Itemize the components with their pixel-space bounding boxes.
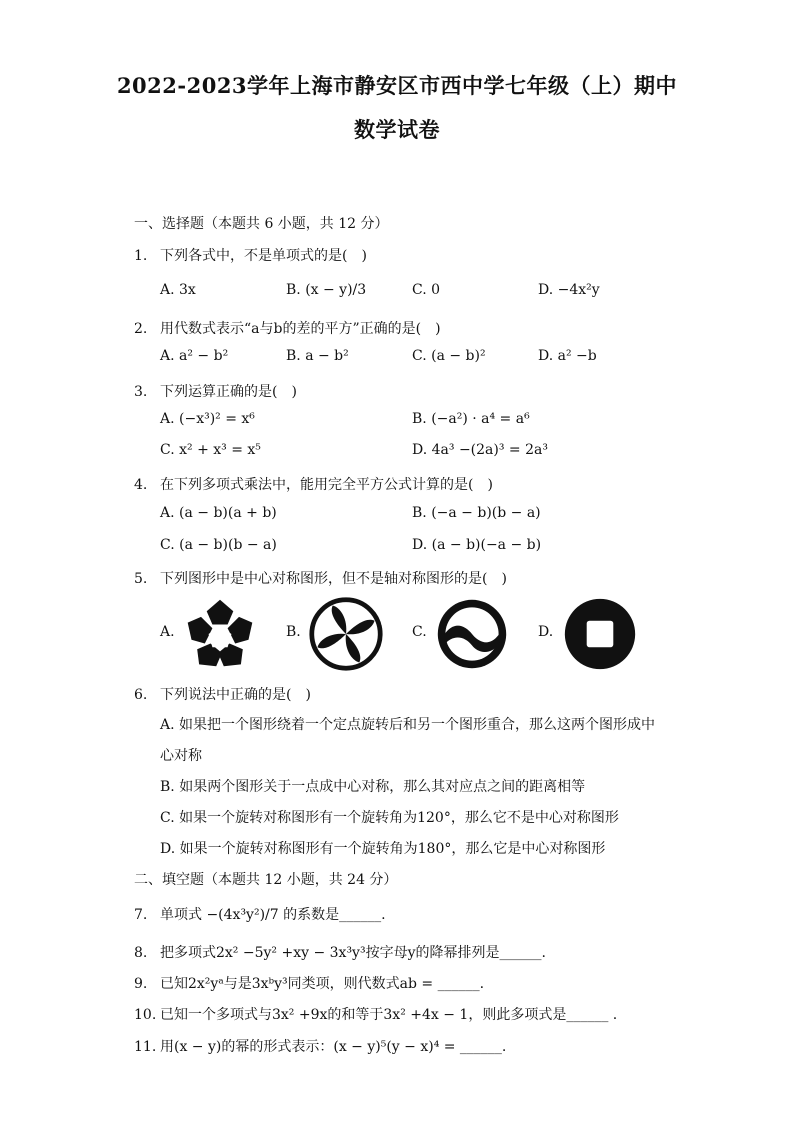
question-number: 6. [134,687,148,703]
question-number: 3. [134,384,148,400]
question-number: 5. [134,571,148,587]
option-d: D. 4a³ −(2a)³ = 2a³ [412,442,548,458]
section-heading-fill: 二、填空题（本题共 12 小题，共 24 分） [134,872,398,888]
pentagon-petals-figure [182,596,258,672]
option-a: A. 3x [160,282,196,298]
question-11 [134,1036,506,1056]
question-number: 9. [134,976,148,992]
option-d: D. −4x²y [538,282,600,298]
question-stem: 下列运算正确的是( ) [160,384,297,400]
question-number: 1. [134,248,148,264]
option-a: A. a² − b² [160,348,229,364]
option-a: A. [160,624,175,640]
question-5 [134,568,507,588]
option-a-continued: 心对称 [160,748,202,764]
square-hole-coin-figure [562,596,638,672]
exam-title-line1: 2022-2023学年上海市静安区市西中学七年级（上）期中 [116,73,678,98]
wave-circle-figure [434,596,510,672]
option-c: C. 如果一个旋转对称图形有一个旋转角为120°，那么它不是中心对称图形 [160,810,619,826]
option-b: B. (x − y)/3 [286,282,367,298]
question-stem: 已知2x²yᵃ与是3xᵇy³同类项，则代数式ab = ______. [160,976,485,992]
question-number: 8. [134,945,148,961]
question-stem: 下列说法中正确的是( ) [160,687,311,703]
option-b: B. (−a − b)(b − a) [412,505,541,521]
question-number: 7. [134,907,148,923]
question-number: 10. [134,1007,157,1023]
question-3 [134,381,297,401]
option-b: B. a − b² [286,348,349,364]
option-c: C. x² + x³ = x⁵ [160,442,261,458]
four-petal-circle-figure [308,596,384,672]
question-4 [134,474,493,494]
question-stem: 下列图形中是中心对称图形，但不是轴对称图形的是( ) [160,571,507,587]
option-c: C. [412,624,427,640]
question-stem: 用代数式表示“a与b的差的平方”正确的是( ) [160,321,441,337]
option-d: D. a² −b [538,348,597,364]
question-stem: 单项式 −(4x³y²)/7 的系数是______. [160,907,386,923]
option-a: A. 如果把一个图形绕着一个定点旋转后和另一个图形重合，那么这两个图形成中 [160,717,656,733]
exam-title-line2: 数学试卷 [354,117,440,142]
option-d: D. 如果一个旋转对称图形有一个旋转角为180°，那么它是中心对称图形 [160,841,606,857]
option-b: B. 如果两个图形关于一点成中心对称，那么其对应点之间的距离相等 [160,779,586,795]
option-b: B. (−a²) · a⁴ = a⁶ [412,411,530,427]
question-10 [134,1004,617,1024]
question-8 [134,942,546,962]
option-b: B. [286,624,301,640]
question-stem: 在下列多项式乘法中，能用完全平方公式计算的是( ) [160,477,493,493]
question-stem: 把多项式2x² −5y² +xy − 3x³y³按字母y的降幂排列是______. [160,945,546,961]
question-2 [134,318,441,338]
option-c: C. (a − b)² [412,348,486,364]
option-a: A. (−x³)² = x⁶ [160,411,255,427]
question-stem: 下列各式中，不是单项式的是( ) [160,248,367,264]
section-heading-choice: 一、选择题（本题共 6 小题，共 12 分） [134,216,389,232]
question-1 [134,245,367,265]
question-9 [134,973,484,993]
question-stem: 用(x − y)的幂的形式表示：(x − y)⁵(y − x)⁴ = ______. [160,1039,507,1055]
option-a: A. (a − b)(a + b) [160,505,277,521]
option-d: D. [538,624,554,640]
question-number: 11. [134,1039,157,1055]
question-stem: 已知一个多项式与3x² +9x的和等于3x² +4x − 1，则此多项式是______ . [160,1007,618,1023]
question-number: 4. [134,477,148,493]
option-c: C. (a − b)(b − a) [160,537,277,553]
question-6 [134,684,311,704]
option-d: D. (a − b)(−a − b) [412,537,542,553]
option-c: C. 0 [412,282,441,298]
question-7 [134,904,386,924]
question-number: 2. [134,321,148,337]
